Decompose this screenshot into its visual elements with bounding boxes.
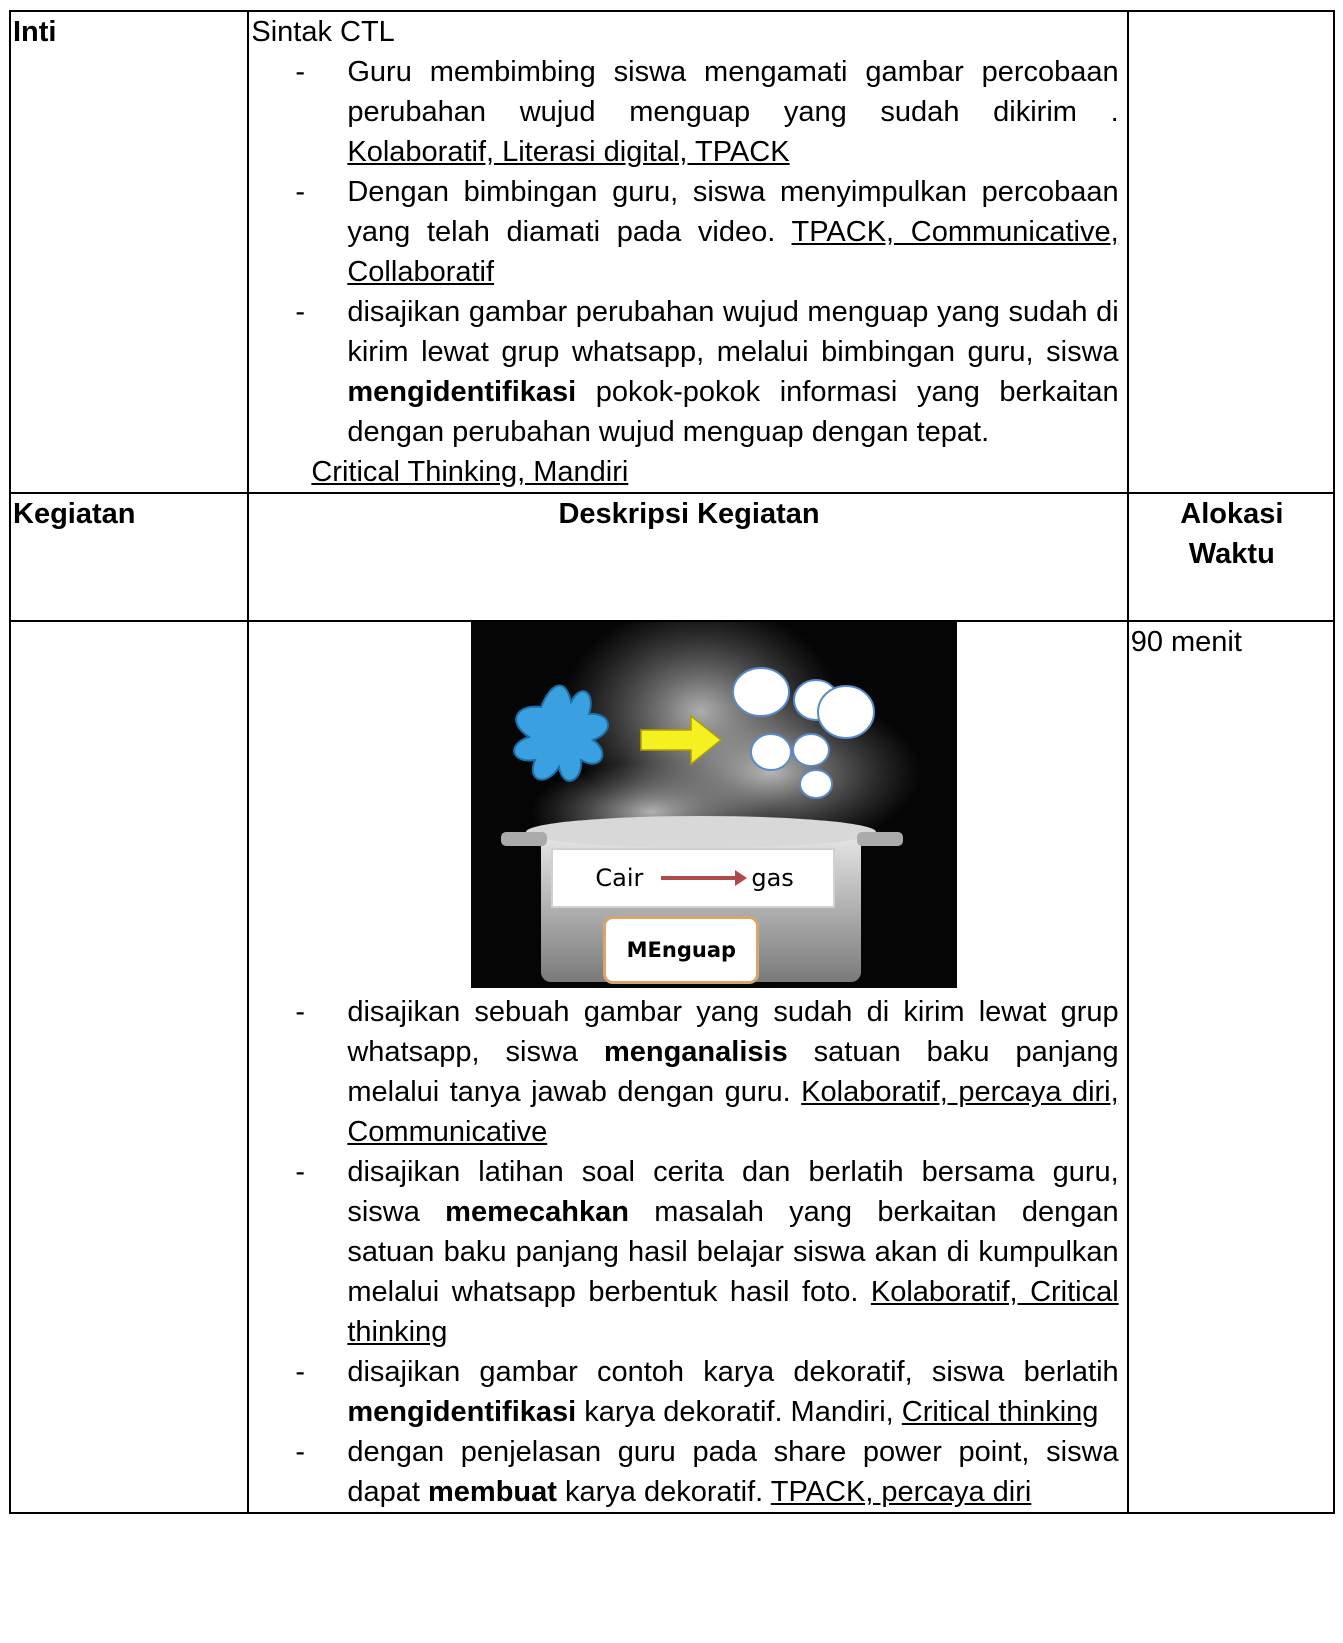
bullet-dash: - [295, 56, 306, 88]
bullet-dash: - [295, 176, 306, 208]
lesson-plan-table [9, 10, 1335, 1514]
table-row [10, 621, 1334, 1513]
activity-tag: Critical Thinking, Mandiri [311, 456, 629, 488]
list-item [251, 292, 1126, 452]
phase-cell [10, 621, 248, 1513]
header-label: Waktu [1188, 538, 1275, 570]
time-allocation: 90 menit [1130, 626, 1242, 658]
label-cair: Cair [595, 864, 644, 892]
list-item [251, 1432, 1126, 1512]
list-item [251, 172, 1126, 292]
bullet-dash: - [295, 1156, 306, 1188]
activity-keyword: memecahkan [445, 1196, 629, 1228]
list-item [251, 1352, 1126, 1432]
activity-tag: TPACK, percaya diri [770, 1476, 1032, 1508]
header-alokasi [1128, 493, 1334, 621]
description-cell [248, 621, 1127, 1513]
activity-tag: Kolaboratif, Literasi digital, TPACK [347, 136, 790, 168]
activity-keyword: mengidentifikasi [347, 376, 577, 408]
activity-text: karya dekoratif. [556, 1476, 771, 1508]
header-deskripsi [248, 493, 1127, 621]
activity-text: Dengan bimbingan guru, siswa menyimpulkan percobaan yang telah diamati pada video. [347, 176, 1119, 248]
time-cell [1128, 621, 1334, 1513]
activity-tag: Critical thinking [901, 1396, 1099, 1428]
bullet-dash: - [295, 996, 306, 1028]
time-cell [1128, 11, 1334, 493]
figure-caption: MEnguap [603, 916, 759, 984]
activity-keyword: membuat [428, 1476, 557, 1508]
activity-text: masalah yang berkaitan dengan satuan baku panjang hasil belajar siswa akan di kumpulkan melalui whatsapp berbentuk hasil foto. [347, 1196, 1119, 1308]
activity-tag: Kolaboratif, Critical thinking [347, 1276, 1119, 1348]
phase-cell [10, 11, 248, 493]
activity-text: disajikan gambar contoh karya dekoratif, siswa berlatih [347, 1356, 1119, 1388]
activity-keyword: mengidentifikasi [347, 1396, 577, 1428]
activity-text: dengan penjelasan guru pada share power point, siswa dapat [347, 1436, 1119, 1508]
phase-change-label [551, 848, 835, 908]
header-label: Kegiatan [13, 498, 136, 530]
bullet-dash: - [295, 1356, 306, 1388]
header-label: Deskripsi Kegiatan [558, 498, 820, 530]
list-item [251, 52, 1126, 172]
activity-text: karya dekoratif. Mandiri, [576, 1396, 902, 1428]
activity-text: pokok-pokok informasi yang berkaitan dengan perubahan wujud menguap dengan tepat. [347, 376, 1119, 448]
activity-list [251, 52, 1126, 452]
bullet-dash: - [295, 296, 306, 328]
figure-wrap [251, 622, 1126, 992]
description-cell [248, 11, 1127, 493]
arrow-right-icon [661, 876, 741, 880]
activity-tag: TPACK, Communicative, Collaboratif [347, 216, 1119, 288]
list-item [251, 1152, 1126, 1352]
header-kegiatan [10, 493, 248, 621]
bullet-dash: - [295, 1436, 306, 1468]
header-row [10, 493, 1334, 621]
evaporation-figure [471, 622, 957, 988]
activity-keyword: menganalisis [603, 1036, 788, 1068]
activity-text: disajikan latihan soal cerita dan berlatih bersama guru, siswa [347, 1156, 1119, 1228]
header-label: Alokasi [1180, 498, 1284, 530]
activity-text: Guru membimbing siswa mengamati gambar percobaan perubahan wujud menguap yang sudah dikirim . [347, 56, 1119, 128]
activity-text: disajikan gambar perubahan wujud menguap yang sudah di kirim lewat grup whatsapp, melalui bimbingan guru, siswa [347, 296, 1119, 368]
activity-text: satuan baku panjang melalui tanya jawab dengan guru. [347, 1036, 1119, 1108]
activity-text: disajikan sebuah gambar yang sudah di kirim lewat grup whatsapp, siswa [347, 996, 1119, 1068]
sintak-label: Sintak CTL [251, 16, 395, 48]
activity-list [251, 992, 1126, 1512]
list-item [251, 992, 1126, 1152]
activity-tag: Kolaboratif, percaya diri, Communicative [347, 1076, 1119, 1148]
phase-label: Inti [13, 16, 57, 48]
table-row [10, 11, 1334, 493]
label-gas: gas [751, 864, 794, 892]
